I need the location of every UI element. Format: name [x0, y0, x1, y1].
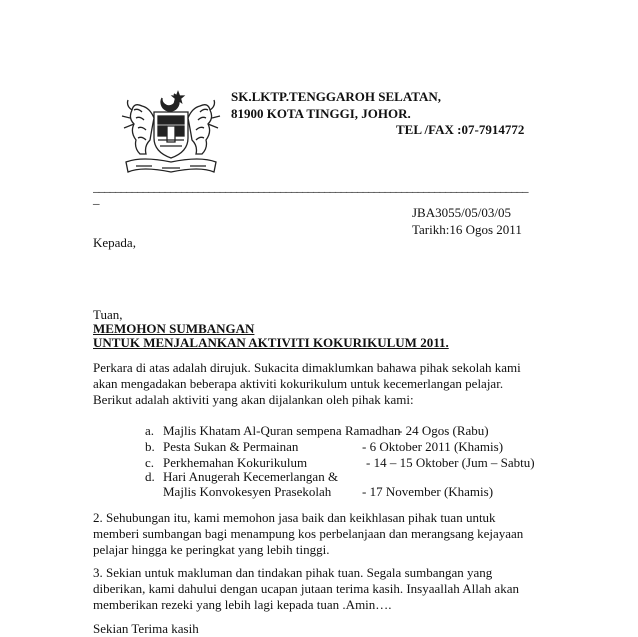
subject-line-2: UNTUK MENJALANKAN AKTIVITI KOKURIKULUM 2011. — [93, 335, 449, 350]
file-reference: JBA3055/05/03/05 — [412, 205, 511, 220]
paragraph-intro: Perkara di atas adalah dirujuk. Sukacita dimaklumkan bahawa pihak sekolah kami akan mengadakan beberapa aktiviti kokurikulum untuk kecemerlangan pelajar. Berikut adalah aktiviti yang akan dijalankan oleh pihak kami: — [93, 360, 521, 407]
paragraph-2: 2. Sehubungan itu, kami memohon jasa baik dan keikhlasan pihak tuan untuk memberi sumbangan bagi menampung kos perbelanjaan dan merangsang kejayaan pelajar hingga ke peringkat yang lebih tinggi. — [93, 510, 524, 557]
list-marker: c. — [145, 455, 155, 470]
activity-date: - 24 Ogos (Rabu) — [398, 423, 489, 438]
activity-name: Hari Anugerah Kecemerlangan & — [163, 469, 339, 484]
list-marker: d. — [145, 469, 155, 484]
list-marker: a. — [145, 423, 155, 438]
recipient-label: Kepada, — [93, 235, 136, 250]
letterhead-rule: _______________________________________________________________________________ — [93, 179, 528, 194]
salutation: Tuan, — [93, 307, 123, 322]
letter-date: Tarikh:16 Ogos 2011 — [412, 222, 522, 237]
activity-date: - 17 November (Khamis) — [362, 484, 494, 499]
subject-line-1: MEMOHON SUMBANGAN — [93, 321, 255, 336]
malaysia-coat-of-arms-icon — [112, 88, 228, 180]
closing: Sekian Terima kasih — [93, 621, 199, 636]
tel-fax: TEL /FAX :07-7914772 — [396, 122, 525, 137]
activity-name: Pesta Sukan & Permainan — [163, 439, 299, 454]
school-address: 81900 KOTA TINGGI, JOHOR. — [231, 106, 411, 121]
school-name: SK.LKTP.TENGGAROH SELATAN, — [231, 89, 441, 104]
list-marker: b. — [145, 439, 155, 454]
activity-date: - 14 – 15 Oktober (Jum – Sabtu) — [366, 455, 535, 470]
activity-date: - 6 Oktober 2011 (Khamis) — [362, 439, 504, 454]
letterhead-rule-tail: _ — [93, 191, 100, 206]
activity-name-cont: Majlis Konvokesyen Prasekolah — [163, 484, 332, 499]
paragraph-3: 3. Sekian untuk makluman dan tindakan pihak tuan. Segala sumbangan yang diberikan, kami dahului dengan ucapan jutaan terima kasih. Insyaallah Allah akan memberikan rezeki yang lebih lagi kepada tuan .Amin…. — [93, 565, 519, 612]
activity-name: Majlis Khatam Al-Quran sempena Ramadhan — [163, 423, 401, 438]
activity-name: Perkhemahan Kokurikulum — [163, 455, 308, 470]
